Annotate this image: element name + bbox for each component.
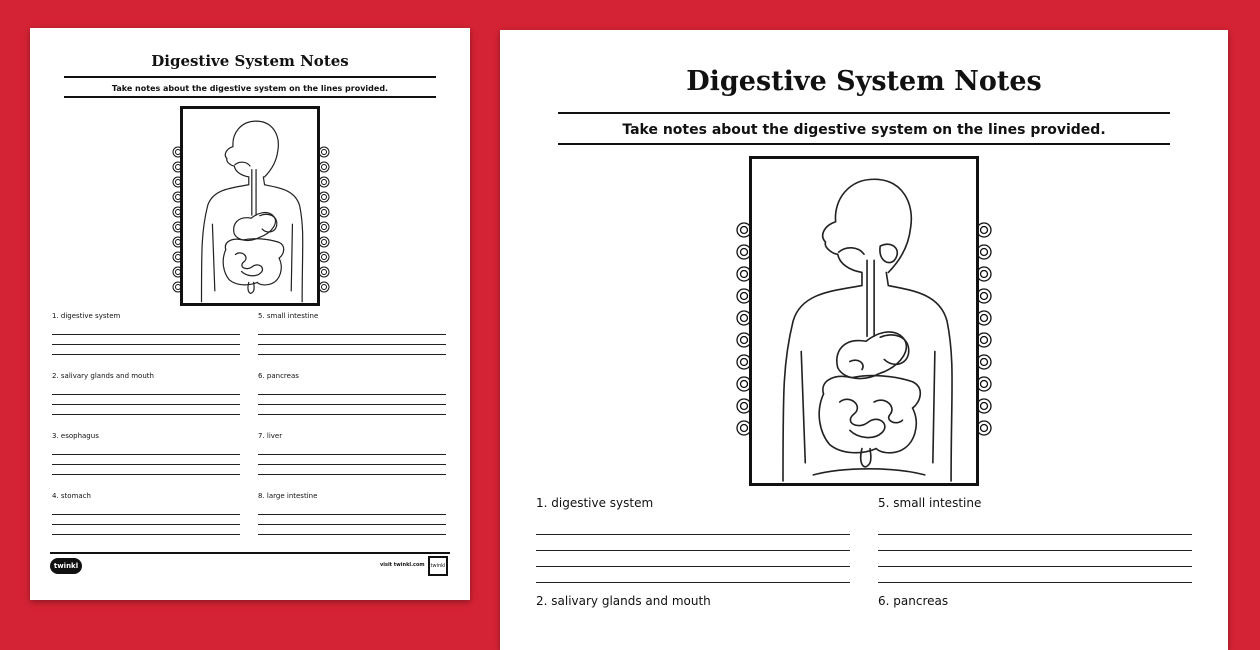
writing-line[interactable]: [52, 524, 240, 525]
footer-rule: [50, 552, 450, 554]
twinkl-logo: twinkl: [50, 558, 82, 574]
worksheet-preview-large: [500, 30, 1228, 650]
quality-badge: twinkl: [428, 556, 448, 576]
writing-line[interactable]: [878, 550, 1192, 551]
note-label: 2. salivary glands and mouth: [536, 594, 711, 608]
writing-line[interactable]: [52, 454, 240, 455]
note-section-7: [258, 432, 446, 492]
note-label: 5. small intestine: [258, 312, 319, 320]
instruction-text: Take notes about the digestive system on the lines provided.: [111, 84, 389, 93]
writing-line[interactable]: [52, 394, 240, 395]
note-section-2: [536, 594, 850, 624]
title-rule-top: [558, 112, 1170, 114]
note-label: 6. pancreas: [258, 372, 299, 380]
note-section-5: [878, 496, 1192, 590]
worksheet-preview-small: [30, 28, 470, 600]
note-label: 6. pancreas: [878, 594, 949, 608]
note-label: 5. small intestine: [878, 496, 982, 510]
writing-line[interactable]: [258, 534, 446, 535]
writing-line[interactable]: [536, 534, 850, 535]
note-section-1: [536, 496, 850, 590]
note-label: 7. liver: [258, 432, 283, 440]
writing-line[interactable]: [258, 474, 446, 475]
note-section-4: [52, 492, 240, 552]
writing-line[interactable]: [258, 404, 446, 405]
writing-line[interactable]: [258, 464, 446, 465]
writing-line[interactable]: [878, 582, 1192, 583]
title-rule-top: [64, 76, 436, 78]
writing-line[interactable]: [258, 524, 446, 525]
note-label: 2. salivary glands and mouth: [52, 372, 154, 380]
writing-line[interactable]: [52, 344, 240, 345]
note-section-8: [258, 492, 446, 552]
writing-line[interactable]: [52, 334, 240, 335]
writing-line[interactable]: [536, 550, 850, 551]
writing-line[interactable]: [52, 464, 240, 465]
note-label: 3. esophagus: [52, 432, 99, 440]
diagram-frame: [180, 106, 320, 306]
writing-line[interactable]: [258, 414, 446, 415]
writing-line[interactable]: [52, 474, 240, 475]
writing-line[interactable]: [258, 354, 446, 355]
writing-line[interactable]: [878, 566, 1192, 567]
note-label: 4. stomach: [52, 492, 91, 500]
writing-line[interactable]: [536, 582, 850, 583]
digestive-system-diagram-icon: [183, 109, 317, 303]
digestive-system-diagram-icon: [752, 159, 976, 483]
writing-line[interactable]: [52, 404, 240, 405]
note-label: 1. digestive system: [536, 496, 654, 510]
note-section-3: [52, 432, 240, 492]
instruction-text: Take notes about the digestive system on the lines provided.: [622, 122, 1106, 138]
writing-line[interactable]: [258, 334, 446, 335]
writing-line[interactable]: [52, 534, 240, 535]
note-label: 8. large intestine: [258, 492, 318, 500]
writing-line[interactable]: [258, 514, 446, 515]
note-section-1: [52, 312, 240, 372]
writing-line[interactable]: [258, 454, 446, 455]
title-rule-bottom: [558, 143, 1170, 145]
footer-url: visit twinkl.com: [380, 562, 425, 568]
page-title: Digestive System Notes: [686, 66, 1042, 97]
diagram-frame: [749, 156, 979, 486]
writing-line[interactable]: [52, 514, 240, 515]
writing-line[interactable]: [878, 534, 1192, 535]
note-section-5: [258, 312, 446, 372]
writing-line[interactable]: [536, 566, 850, 567]
note-section-6: [258, 372, 446, 432]
page-title: Digestive System Notes: [151, 52, 349, 70]
note-label: 1. digestive system: [52, 312, 121, 320]
note-section-2: [52, 372, 240, 432]
title-rule-bottom: [64, 96, 436, 98]
note-section-6: [878, 594, 1192, 624]
writing-line[interactable]: [52, 414, 240, 415]
writing-line[interactable]: [258, 344, 446, 345]
writing-line[interactable]: [52, 354, 240, 355]
writing-line[interactable]: [258, 394, 446, 395]
